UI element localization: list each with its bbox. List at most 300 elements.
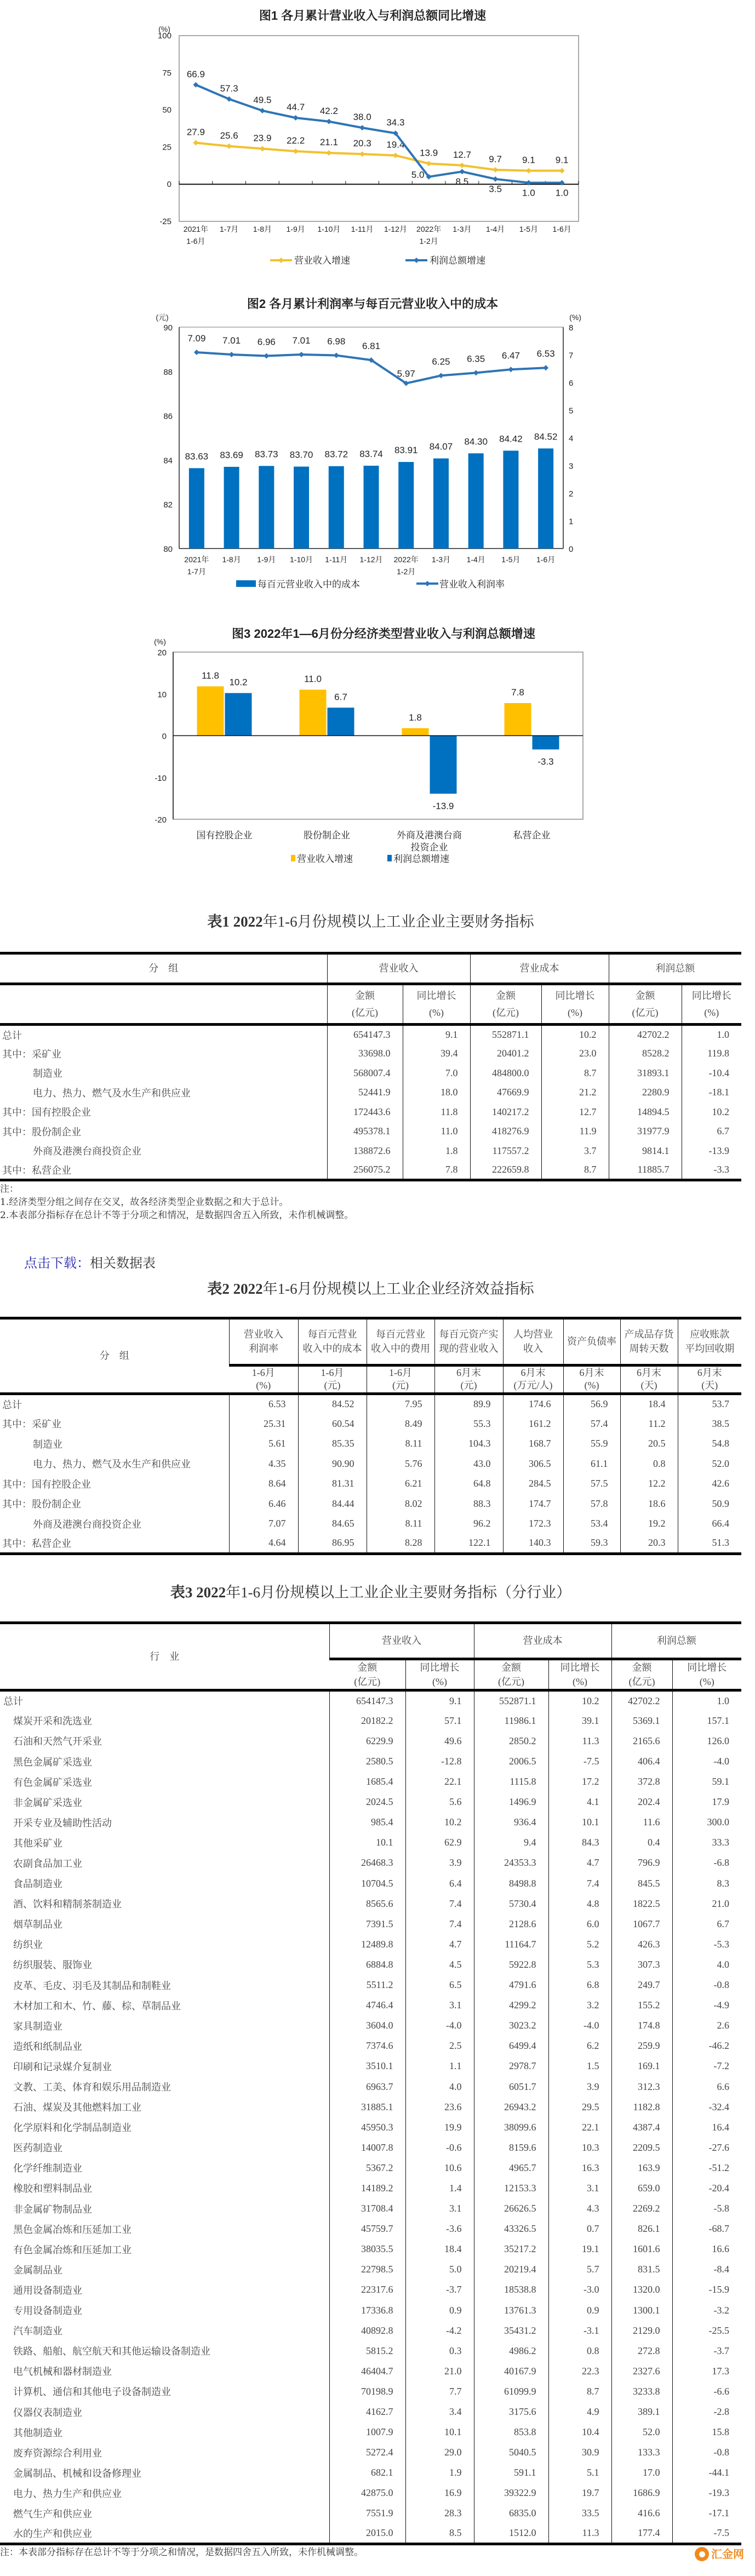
table-cell-value: 8.5 <box>405 2524 474 2544</box>
header-line: 金额 <box>496 990 516 1001</box>
chart2-point <box>194 350 199 355</box>
column-header <box>503 1318 563 1366</box>
header-line: 每百元营业 <box>376 1329 425 1340</box>
sub-header <box>434 1366 503 1394</box>
header-line: 人均营业 <box>513 1329 553 1340</box>
table-cell-value: 1685.4 <box>329 1772 405 1792</box>
table-cell-value: 1686.9 <box>611 2483 672 2503</box>
table-row-label: 其中：股份制企业 <box>2 1126 81 1138</box>
table-row-label: 农副食品加工业 <box>13 1858 82 1869</box>
chart1-title: 图1 各月累计营业收入与利润总额同比增速 <box>259 9 487 22</box>
table3 <box>0 1621 741 2545</box>
table-cell-value: 38.5 <box>678 1414 741 1434</box>
table-row <box>0 1083 741 1103</box>
table-cell-value: 26468.3 <box>329 1853 405 1873</box>
table-row <box>0 2381 741 2402</box>
table-row-label: 其中：采矿业 <box>2 1419 61 1430</box>
chart2-legend-label: 每百元营业收入中的成本 <box>258 579 360 590</box>
table-cell-value: 0.9 <box>548 2300 611 2321</box>
table-row <box>0 2503 741 2523</box>
table-cell-value: 3604.0 <box>329 2015 405 2036</box>
header-line: 收入 <box>523 1343 543 1354</box>
table-cell-value: 31893.1 <box>609 1064 682 1083</box>
table-cell-value: 31885.1 <box>329 2097 405 2117</box>
chart2-bar-label: 83.74 <box>359 448 383 459</box>
table-cell-value: 5.7 <box>548 2259 611 2280</box>
sub-header <box>541 984 609 1025</box>
table-row <box>0 2015 741 2036</box>
table-cell-value: 2209.5 <box>611 2138 672 2158</box>
chart2-y-tick-right: 6 <box>569 379 574 388</box>
table-cell-value: 3.9 <box>548 2076 611 2097</box>
chart2-point <box>264 353 269 359</box>
table-cell-value: 4965.7 <box>474 2158 548 2178</box>
table-cell-value: 60.54 <box>298 1414 367 1434</box>
table-cell-value: 796.9 <box>611 1853 672 1873</box>
header-line: (%) <box>584 1380 599 1391</box>
table1-note-1: 1.经济类型分组之间存在交叉，故各经济类型企业数据之和大于总计。 <box>0 1197 289 1208</box>
table-cell-value: 18.6 <box>620 1494 678 1514</box>
table-cell-value: 826.1 <box>611 2219 672 2239</box>
table-cell-value: 177.4 <box>611 2524 672 2544</box>
table-cell-value: 168.7 <box>503 1433 563 1454</box>
chart3-bar-profit <box>225 693 252 736</box>
table-cell-value: 43.0 <box>434 1454 503 1474</box>
chart2-bar <box>468 453 484 549</box>
chart2-y-tick-right: 3 <box>569 461 574 471</box>
chart2-x-label: 1-7月 <box>187 567 206 576</box>
chart1-legend-marker <box>414 258 419 263</box>
chart2-line-label: 6.81 <box>362 341 381 352</box>
header-line: 每百元营业 <box>307 1329 357 1340</box>
table-row <box>0 2198 741 2219</box>
table-cell-value: 4.35 <box>229 1454 298 1474</box>
table-cell-value: 172.3 <box>503 1513 563 1534</box>
header-line: 产成品存货 <box>624 1329 674 1340</box>
chart2-bar-label: 84.42 <box>499 433 523 444</box>
table-row-label: 其中：国有控股企业 <box>2 1107 91 1118</box>
table-row <box>0 1122 741 1141</box>
table-cell-value: 10.1 <box>329 1832 405 1853</box>
table-cell-value: 1.4 <box>405 2178 474 2198</box>
table-cell-value: 4.3 <box>548 2198 611 2219</box>
table-row-label: 石油和天然气开采业 <box>13 1736 102 1747</box>
table-cell-value: 259.9 <box>611 2036 672 2056</box>
chart2-legend-marker <box>425 581 430 586</box>
header-line: 金额 <box>501 1662 521 1673</box>
table-cell-value: 163.9 <box>611 2158 672 2178</box>
table-cell-value: 66.4 <box>678 1513 741 1534</box>
chart3-y-tick: 20 <box>157 648 167 658</box>
table-cell-value: 4.1 <box>548 1792 611 1812</box>
table-cell-value: 3.1 <box>548 2178 611 2198</box>
table-cell-value: 52441.9 <box>327 1083 403 1103</box>
table-cell-value: 18.4 <box>405 2239 474 2259</box>
chart2-bar-label: 84.30 <box>464 436 488 447</box>
table-cell-value: 174.7 <box>503 1494 563 1514</box>
chart1-point <box>459 163 465 168</box>
chart3-bar-revenue <box>300 690 327 736</box>
table-cell-value: 5040.5 <box>474 2442 548 2463</box>
table-row-label: 燃气生产和供应业 <box>13 2508 92 2520</box>
table-cell-value: 5272.4 <box>329 2442 405 2463</box>
table-cell-value: 591.1 <box>474 2463 548 2483</box>
chart3-x-label: 国有控股企业 <box>196 830 253 841</box>
column-group-header: 营业收入 <box>327 953 470 984</box>
table-cell-value: 5.2 <box>548 1934 611 1955</box>
chart2-bar <box>538 448 553 549</box>
table-row <box>0 1832 741 1853</box>
table-cell-value: 4791.6 <box>474 1975 548 1995</box>
column-header <box>434 1318 503 1366</box>
chart3-data-label: 1.8 <box>409 712 422 723</box>
table-row-label: 其中：私营企业 <box>0 1534 229 1554</box>
table-cell-value: 8528.2 <box>609 1044 682 1064</box>
chart1-point <box>293 148 299 154</box>
chart2-y-tick-left: 80 <box>163 545 173 554</box>
chart2-line-label: 7.01 <box>222 335 241 346</box>
table-cell-value: 8565.6 <box>329 1894 405 1914</box>
table-cell-value: 8159.6 <box>474 2138 548 2158</box>
table-cell-value: 6.8 <box>548 1975 611 1995</box>
chart2-line-label: 6.96 <box>257 336 276 347</box>
table-cell-value: -18.1 <box>682 1083 741 1103</box>
table-cell-value: 8.7 <box>548 2381 611 2402</box>
chart3-bar-profit <box>533 736 559 750</box>
chart2-bar-label: 83.63 <box>185 451 209 462</box>
chart1-data-label: 22.2 <box>287 135 305 146</box>
table-cell-value: 1.1 <box>405 2056 474 2076</box>
table-cell-value: 7.95 <box>367 1393 434 1414</box>
chart2-y-tick-left: 84 <box>163 456 173 466</box>
chart2-bar <box>294 467 309 549</box>
table-cell-value: 81.31 <box>298 1473 367 1494</box>
table-row-label: 开采专业及辅助性活动 <box>13 1817 112 1829</box>
table-cell-value: 43326.5 <box>474 2219 548 2239</box>
table-row <box>0 2422 741 2442</box>
table-row <box>0 2097 741 2117</box>
chart1-data-label: 44.7 <box>287 101 305 112</box>
table-cell-value: 2280.9 <box>609 1083 682 1103</box>
table-cell-value: 119.8 <box>682 1044 741 1064</box>
table-cell-value: -12.8 <box>405 1751 474 1772</box>
chart1-data-label: 19.4 <box>386 139 405 150</box>
chart1-data-label: 27.9 <box>186 127 205 138</box>
chart1-point <box>226 144 232 149</box>
chart1-y-tick: 0 <box>167 180 171 190</box>
header-row <box>0 984 741 1025</box>
header-line: 收入中的费用 <box>371 1343 430 1354</box>
table-cell-value: 53.4 <box>563 1513 620 1534</box>
chart1-y-tick: 100 <box>157 31 171 41</box>
chart3-bar-profit <box>328 707 354 735</box>
table-cell-value: 96.2 <box>434 1513 503 1534</box>
header-line: (%) <box>432 1676 447 1688</box>
table-row <box>0 2402 741 2422</box>
table-cell-value: 4.5 <box>405 1955 474 1975</box>
table-cell-value: 169.1 <box>611 2056 672 2076</box>
sub-header <box>678 1366 741 1394</box>
table-cell-value: 84.3 <box>548 1832 611 1853</box>
table-cell-value: 2269.2 <box>611 2198 672 2219</box>
table-row <box>0 1853 741 1873</box>
table-cell-value: 61099.9 <box>474 2381 548 2402</box>
table-cell-value: 126.0 <box>672 1731 741 1751</box>
table-cell-value: 1182.8 <box>611 2097 672 2117</box>
table-cell-value: 3.1 <box>405 1995 474 2015</box>
table-row-label: 有色金属矿采选业 <box>13 1777 92 1788</box>
table-cell-value: -2.8 <box>672 2402 741 2422</box>
table-row <box>0 2463 741 2483</box>
table-row <box>0 1513 741 1534</box>
chart1-point <box>260 108 265 113</box>
chart1-point <box>526 168 531 174</box>
table-cell-value: 3.4 <box>405 2402 474 2422</box>
sub-header <box>470 984 541 1025</box>
table-row-label: 专用设备制造业 <box>13 2305 82 2317</box>
header-line: (元) <box>324 1380 341 1391</box>
chart1-point <box>293 115 299 121</box>
table-cell-value: 11986.1 <box>474 1711 548 1731</box>
chart3-legend-swatch <box>387 855 392 861</box>
table-cell-value: 4162.7 <box>329 2402 405 2422</box>
table-cell-value: 2.6 <box>672 2015 741 2036</box>
chart2-point <box>543 365 548 370</box>
table-row-label: 金属制品业 <box>13 2264 62 2276</box>
table-cell-value: -19.3 <box>672 2483 741 2503</box>
table-cell-value: 4.7 <box>548 1853 611 1873</box>
table-cell-value: 985.4 <box>329 1812 405 1832</box>
table-cell-value: 35217.2 <box>474 2239 548 2259</box>
table-cell-value: 39322.9 <box>474 2483 548 2503</box>
table-cell-value: 17336.8 <box>329 2300 405 2321</box>
table-row <box>0 1161 741 1180</box>
table-cell-value: 11.0 <box>403 1122 470 1141</box>
chart3-data-label: 10.2 <box>229 677 248 688</box>
table-cell-value: 47669.9 <box>470 1083 541 1103</box>
chart1-point <box>393 153 398 158</box>
table2-title-prefix: 表2 2022 <box>207 1281 263 1297</box>
chart2-line-label: 7.01 <box>292 335 311 346</box>
table-row <box>0 1792 741 1812</box>
table-row-label: 酒、饮料和精制茶制造业 <box>13 1899 122 1910</box>
table-cell-value: 8.49 <box>367 1414 434 1434</box>
chart2-bar-label: 83.73 <box>255 449 278 460</box>
table-cell-value: 2024.5 <box>329 1792 405 1812</box>
header-line: 同比增长 <box>416 990 456 1001</box>
header-line: (天) <box>701 1380 718 1391</box>
sub-header <box>474 1659 548 1690</box>
table-cell-value: 23.6 <box>405 2097 474 2117</box>
table-row <box>0 1894 741 1914</box>
table-cell-value: 88.3 <box>434 1494 503 1514</box>
table-cell-value: 0.9 <box>405 2300 474 2321</box>
table-cell-value: 4.7 <box>405 1934 474 1955</box>
table-cell-value: 222659.8 <box>470 1161 541 1180</box>
table3-note: 注：本表部分指标存在总计不等于分项之和情况，是数据四舍五入所致，未作机械调整。 <box>0 2547 363 2558</box>
header-line: 金额 <box>355 990 375 1001</box>
header-line: 金额 <box>635 990 655 1001</box>
chart2-y-tick-right: 0 <box>569 545 574 554</box>
table-row <box>0 1772 741 1792</box>
table-cell-value: 1007.9 <box>329 2422 405 2442</box>
table-cell-value: 84.44 <box>298 1494 367 1514</box>
header-line: (亿元) <box>632 1007 659 1018</box>
sub-header <box>367 1366 434 1394</box>
table-cell-value: -3.6 <box>405 2219 474 2239</box>
table-cell-value: 33.3 <box>672 1832 741 1853</box>
chart1-x-label: 2021年 <box>183 225 208 233</box>
table-cell-value: 86.95 <box>298 1534 367 1554</box>
table-cell-value: 62.9 <box>405 1832 474 1853</box>
chart1-legend-label: 利润总额增速 <box>430 255 485 266</box>
chart2-bar-label: 83.70 <box>289 449 313 460</box>
table-cell-value: 56.9 <box>563 1393 620 1414</box>
table-cell-value: 31977.9 <box>609 1122 682 1141</box>
table-row-label: 医药制造业 <box>13 2143 62 2154</box>
header-line: 6月末 <box>637 1367 661 1378</box>
chart1-x-label: 1-6月 <box>186 237 205 245</box>
header-line: 1-6月 <box>389 1367 412 1378</box>
table-cell-value: 2850.2 <box>474 1731 548 1751</box>
table-cell-value: 70198.9 <box>329 2381 405 2402</box>
table-cell-value: 1.0 <box>672 1690 741 1711</box>
chart3-data-label: 6.7 <box>334 692 347 702</box>
table-row <box>0 1751 741 1772</box>
table-row-label: 电力、热力生产和供应业 <box>13 2488 122 2499</box>
table-row <box>0 2361 741 2381</box>
table-cell-value: 11.8 <box>403 1103 470 1122</box>
table-cell-value: 140.3 <box>503 1534 563 1554</box>
chart1-x-label: 1-12月 <box>384 225 407 233</box>
table-cell-value: -4.0 <box>672 1751 741 1772</box>
table-cell-value: 2015.0 <box>329 2524 405 2544</box>
table-cell-value: 418276.9 <box>470 1122 541 1141</box>
table-cell-value: 42.6 <box>678 1473 741 1494</box>
table-cell-value: -3.7 <box>405 2280 474 2300</box>
chart1-data-label: 8.5 <box>455 176 469 187</box>
table-cell-value: -10.4 <box>682 1064 741 1083</box>
chart2-x-label: 1-10月 <box>290 555 313 564</box>
table3-title-prefix: 表3 2022 <box>170 1584 226 1601</box>
table-cell-value: -46.2 <box>672 2036 741 2056</box>
table-cell-value: 3.7 <box>541 1141 609 1161</box>
table-cell-value: -3.0 <box>548 2280 611 2300</box>
table-cell-value: -44.1 <box>672 2463 741 2483</box>
table-cell-value: 8.11 <box>367 1513 434 1534</box>
chart2-line-label: 5.97 <box>397 368 415 379</box>
chart2-y-unit-right: (%) <box>569 313 581 322</box>
header-row <box>0 953 741 984</box>
table-cell-value: 21.2 <box>541 1083 609 1103</box>
table-cell-value: 10.4 <box>548 2422 611 2442</box>
table-cell-value: 659.0 <box>611 2178 672 2198</box>
table-row <box>0 1995 741 2015</box>
table-cell-value: 89.9 <box>434 1393 503 1414</box>
column-header <box>563 1318 620 1366</box>
table-cell-value: 416.6 <box>611 2503 672 2523</box>
chart3-bar-revenue <box>505 703 531 735</box>
table-cell-value: 6.46 <box>229 1494 298 1514</box>
table-cell-value: 249.7 <box>611 1975 672 1995</box>
table-row <box>0 1103 741 1122</box>
chart2-bar <box>503 450 518 549</box>
table-cell-value: 7.0 <box>403 1064 470 1083</box>
table-cell-value: -13.9 <box>682 1141 741 1161</box>
table-cell-value: 3.9 <box>405 1853 474 1873</box>
table-cell-value: 55.3 <box>434 1414 503 1434</box>
download-link[interactable]: 相关数据表 <box>90 1255 156 1271</box>
chart2-x-label: 2022年 <box>393 555 419 564</box>
table-cell-value: 22798.5 <box>329 2259 405 2280</box>
table-row-label: 仪器仪表制造业 <box>13 2407 82 2418</box>
header-line: 金额 <box>632 1662 652 1673</box>
table-cell-value: 3.2 <box>548 1995 611 2015</box>
chart1-x-label: 1-6月 <box>552 225 571 233</box>
table-row <box>0 2341 741 2361</box>
table-row-label: 石油、煤炭及其他燃料加工业 <box>13 2102 141 2114</box>
table-cell-value: 52.0 <box>611 2422 672 2442</box>
chart2-y-tick-right: 2 <box>569 489 574 499</box>
table-cell-value: 20182.2 <box>329 1711 405 1731</box>
logo-mark-icon <box>695 2547 709 2561</box>
table-cell-value: 22.1 <box>548 2117 611 2138</box>
table-row-label: 制造业 <box>33 1068 62 1079</box>
table-cell-value: 5.3 <box>548 1955 611 1975</box>
table-cell-value: 4387.4 <box>611 2117 672 2138</box>
table-cell-value: 38035.5 <box>329 2239 405 2259</box>
table-cell-value: 61.1 <box>563 1454 620 1474</box>
table-row-label: 其他采矿业 <box>13 1837 62 1849</box>
table-cell-value: 9.1 <box>405 1690 474 1711</box>
table-cell-value: 9.1 <box>403 1025 470 1044</box>
table-cell-value: 157.1 <box>672 1711 741 1731</box>
header-line: 同比增长 <box>555 990 595 1001</box>
chart1-data-label: 66.9 <box>186 68 205 79</box>
table-row-label: 铁路、船舶、航空航天和其他运输设备制造业 <box>13 2346 210 2357</box>
header-line: (天) <box>640 1380 657 1391</box>
table-cell-value: 14894.5 <box>609 1103 682 1122</box>
table-cell-value: 552871.1 <box>474 1690 548 1711</box>
chart1-data-label: 42.2 <box>319 105 338 116</box>
column-header <box>298 1318 367 1366</box>
table-cell-value: 4.8 <box>548 1894 611 1914</box>
table-row-label: 皮革、毛皮、羽毛及其制品和制鞋业 <box>13 1980 171 1991</box>
chart1-y-tick: -25 <box>159 217 171 226</box>
table-row-label: 化学纤维制造业 <box>13 2163 82 2174</box>
table-row-label: 其他制造业 <box>13 2427 62 2438</box>
header-line: (元) <box>392 1380 409 1391</box>
table-cell-value: 8.02 <box>367 1494 434 1514</box>
table-cell-value: 6.53 <box>229 1393 298 1414</box>
chart2-bar-label: 83.69 <box>220 449 243 460</box>
table-cell-value: 272.8 <box>611 2341 672 2361</box>
table-cell-value: 7.4 <box>548 1874 611 1894</box>
table-cell-value: 11.3 <box>548 1731 611 1751</box>
chart2-bar <box>433 459 449 549</box>
table-row <box>0 1494 741 1514</box>
table-cell-value: 28.3 <box>405 2503 474 2523</box>
table1-title-rest: 年1-6月份规模以上工业企业主要财务指标 <box>262 913 534 930</box>
chart2-bar-label: 83.91 <box>394 445 418 456</box>
table-cell-value: 4986.2 <box>474 2341 548 2361</box>
table-cell-value: 654147.3 <box>327 1025 403 1044</box>
table-cell-value: 4746.4 <box>329 1995 405 2015</box>
table-cell-value: 84.52 <box>298 1393 367 1414</box>
chart1-data-label: 12.7 <box>453 149 471 160</box>
chart2-y-tick-left: 88 <box>163 367 173 377</box>
column-header <box>367 1318 434 1366</box>
